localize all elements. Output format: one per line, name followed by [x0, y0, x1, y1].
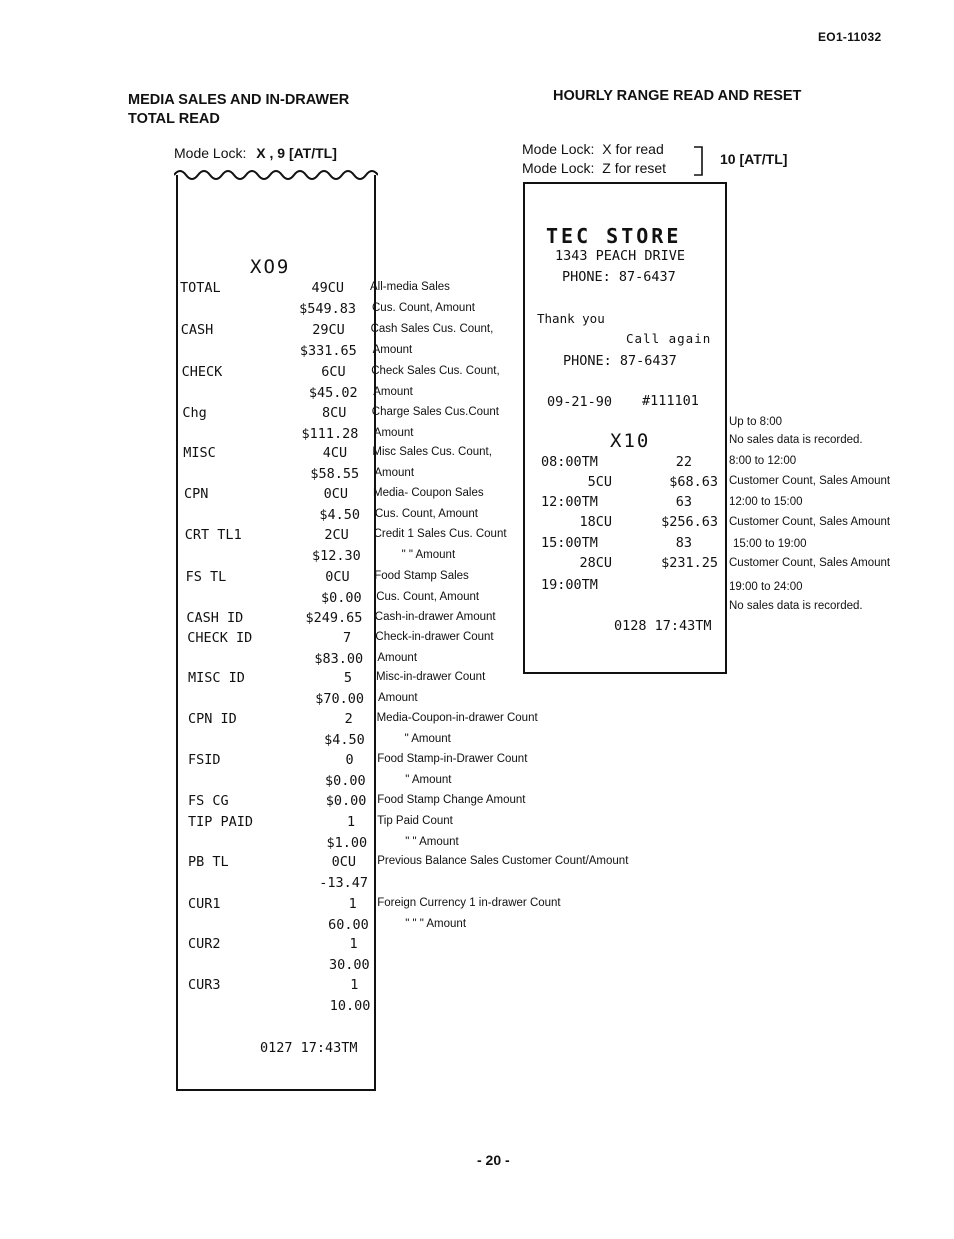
row-note: Cus. Count, Amount [375, 508, 478, 520]
row-amount: $58.55 [310, 466, 360, 482]
mode-lock-key: 10 [AT/TL] [720, 151, 788, 167]
row-note: Cus. Count, Amount [372, 302, 475, 314]
row-amount: $45.02 [308, 385, 358, 401]
x10-header: X10 [610, 430, 651, 452]
row-count: 0 [345, 752, 354, 768]
row-note: Misc Sales Cus. Count, [372, 446, 492, 458]
row-note: Media-Coupon-in-drawer Count [376, 712, 538, 724]
row-label: CPN ID [188, 711, 237, 727]
hour-cu: 28CU [579, 555, 612, 571]
hour-count: 22 [675, 454, 692, 470]
hourly-note: Customer Count, Sales Amount [729, 557, 891, 569]
row-note: Amount [374, 467, 415, 479]
row-note: " Amount [404, 733, 451, 745]
hourly-note: Customer Count, Sales Amount [729, 516, 891, 528]
row-note: Amount [373, 427, 414, 439]
row-note: Check Sales Cus. Count, [371, 365, 500, 377]
row-amount: $1.00 [326, 835, 368, 851]
row-note: Cash-in-drawer Amount [374, 611, 496, 623]
row-amount: $0.00 [324, 773, 366, 789]
row-note: " " " Amount [405, 918, 467, 930]
hourly-note: Customer Count, Sales Amount [729, 475, 891, 487]
document-id: EO1-11032 [818, 30, 882, 44]
row-count: 0CU [325, 569, 350, 585]
left-mode-lock [174, 145, 337, 161]
row-note: Amount [377, 652, 418, 664]
row-label: CPN [184, 486, 209, 502]
row-amount: $12.30 [312, 548, 361, 564]
hour-cu: 5CU [587, 474, 612, 490]
store-phone: PHONE: 87-6437 [562, 269, 676, 285]
row-count: 8CU [322, 405, 347, 421]
row-note: Amount [372, 344, 413, 356]
row-count: 2CU [324, 527, 349, 543]
row-label: TOTAL [180, 280, 221, 296]
row-note: Amount [373, 386, 413, 398]
row-note: Cus. Count, Amount [376, 591, 480, 603]
hour-time: 19:00TM [541, 577, 598, 593]
row-note: " " Amount [401, 549, 456, 561]
x09-header: XO9 [250, 256, 291, 278]
torn-edge [174, 167, 378, 181]
row-count: 1 [347, 814, 356, 830]
row-label: CUR2 [188, 936, 221, 952]
row-amount: 60.00 [328, 917, 369, 933]
row-label: Chg [182, 405, 207, 421]
row-count: 0CU [323, 486, 348, 502]
hour-time: 12:00TM [541, 494, 598, 510]
mode-lock-label: Mode Lock: [174, 145, 247, 161]
row-count: 1 [350, 977, 359, 993]
hour-amount: $231.25 [661, 555, 718, 571]
row-amount: $4.50 [319, 507, 360, 523]
row-amount: -13.47 [319, 875, 368, 891]
left-title-line2: TOTAL READ [128, 111, 220, 127]
row-count: 2 [344, 711, 353, 727]
row-label: FS TL [185, 569, 227, 585]
row-note: Food Stamp Sales [374, 570, 469, 582]
row-note: Foreign Currency 1 in-drawer Count [377, 897, 561, 909]
row-count: 0CU [331, 854, 356, 870]
phone2: PHONE: 87-6437 [563, 353, 677, 369]
row-note: Tip Paid Count [377, 815, 453, 827]
bracket-icon [692, 144, 706, 178]
row-count: 7 [343, 630, 352, 646]
row-count: 1 [348, 896, 357, 912]
left-title-line1: MEDIA SALES AND IN-DRAWER [128, 92, 350, 108]
row-note: Misc-in-drawer Count [376, 671, 486, 683]
hour-time: 08:00TM [541, 454, 598, 470]
store-address: 1343 PEACH DRIVE [555, 248, 686, 264]
hour-count: 83 [675, 535, 692, 551]
row-label: MISC [183, 445, 216, 461]
mode-lock-read-label: Mode Lock: [522, 141, 595, 157]
mode-lock-reset-label: Mode Lock: [522, 160, 595, 176]
hourly-note: Up to 8:00 [729, 416, 783, 428]
mode-lock-reset-value: Z for reset [602, 160, 667, 176]
row-amount: $4.50 [324, 732, 365, 748]
row-label: CHECK ID [187, 630, 253, 646]
row-label: CASH ID [186, 610, 244, 626]
receipt-number: #111101 [642, 393, 699, 409]
x10-footer: 0128 17:43TM [614, 618, 712, 634]
row-amount: $549.83 [299, 301, 356, 317]
row-note: " " Amount [405, 836, 459, 848]
hourly-note: 8:00 to 12:00 [729, 455, 797, 467]
call-again: Call again [626, 331, 712, 346]
row-note: All-media Sales [370, 281, 450, 293]
row-count: 49CU [311, 280, 344, 296]
row-amount: $83.00 [314, 651, 364, 667]
row-note: Media- Coupon Sales [373, 487, 484, 499]
right-mode-lock [522, 140, 666, 178]
row-note: Credit 1 Sales Cus. Count [373, 528, 507, 540]
hour-time: 15:00TM [541, 535, 598, 551]
row-note: " Amount [405, 774, 452, 786]
row-count: 6CU [321, 364, 346, 380]
row-amount: $249.65 [305, 610, 363, 626]
row-label: CRT TL1 [184, 527, 242, 543]
thank-you: Thank you [537, 311, 605, 326]
hour-amount: $256.63 [661, 514, 718, 530]
row-label: CUR3 [188, 977, 221, 993]
row-count: 29CU [312, 322, 345, 338]
row-count: 5 [343, 670, 352, 686]
receipt-date: 09-21-90 [547, 394, 613, 410]
mode-lock-value: X , 9 [AT/TL] [256, 145, 337, 161]
row-amount: $0.00 [320, 590, 362, 606]
hour-amount: $68.63 [669, 474, 718, 490]
row-amount: $70.00 [315, 691, 364, 707]
row-label: MISC ID [188, 670, 245, 686]
row-label: PB TL [188, 854, 229, 870]
hourly-note: No sales data is recorded. [729, 600, 863, 612]
row-note: Previous Balance Sales Customer Count/Amount [377, 855, 629, 867]
right-section-title: HOURLY RANGE READ AND RESET [553, 88, 802, 104]
row-amount: 30.00 [328, 957, 370, 973]
hourly-note: 19:00 to 24:00 [729, 581, 803, 593]
page-number: - 20 - [477, 1152, 510, 1168]
hourly-note: No sales data is recorded. [729, 434, 863, 446]
mode-lock-read-value: X for read [602, 141, 664, 157]
row-count: 4CU [322, 445, 348, 461]
row-note: Cash Sales Cus. Count, [370, 323, 494, 335]
row-count: 1 [349, 936, 358, 952]
hour-cu: 18CU [579, 514, 612, 530]
x09-footer: 0127 17:43TM [260, 1040, 358, 1056]
hour-count: 63 [675, 494, 692, 510]
hourly-note: 15:00 to 19:00 [733, 538, 807, 550]
row-amount: $0.00 [325, 793, 367, 809]
row-amount: $331.65 [299, 343, 357, 359]
row-label: CUR1 [188, 896, 221, 912]
row-note: Charge Sales Cus.Count [371, 406, 500, 418]
row-note: Food Stamp-in-Drawer Count [377, 753, 528, 765]
row-note: Check-in-drawer Count [375, 631, 494, 643]
row-label: CASH [180, 322, 214, 338]
row-label: FS CG [188, 793, 229, 809]
row-note: Amount [378, 692, 418, 704]
row-label: TIP PAID [188, 814, 254, 830]
row-amount: $111.28 [301, 426, 359, 442]
row-amount: 10.00 [329, 998, 371, 1014]
hourly-note: 12:00 to 15:00 [729, 496, 803, 508]
row-note: Food Stamp Change Amount [377, 794, 526, 806]
store-name: TEC STORE [546, 224, 682, 248]
row-label: CHECK [181, 364, 223, 380]
row-label: FSID [188, 752, 221, 768]
left-section-title [128, 91, 349, 129]
